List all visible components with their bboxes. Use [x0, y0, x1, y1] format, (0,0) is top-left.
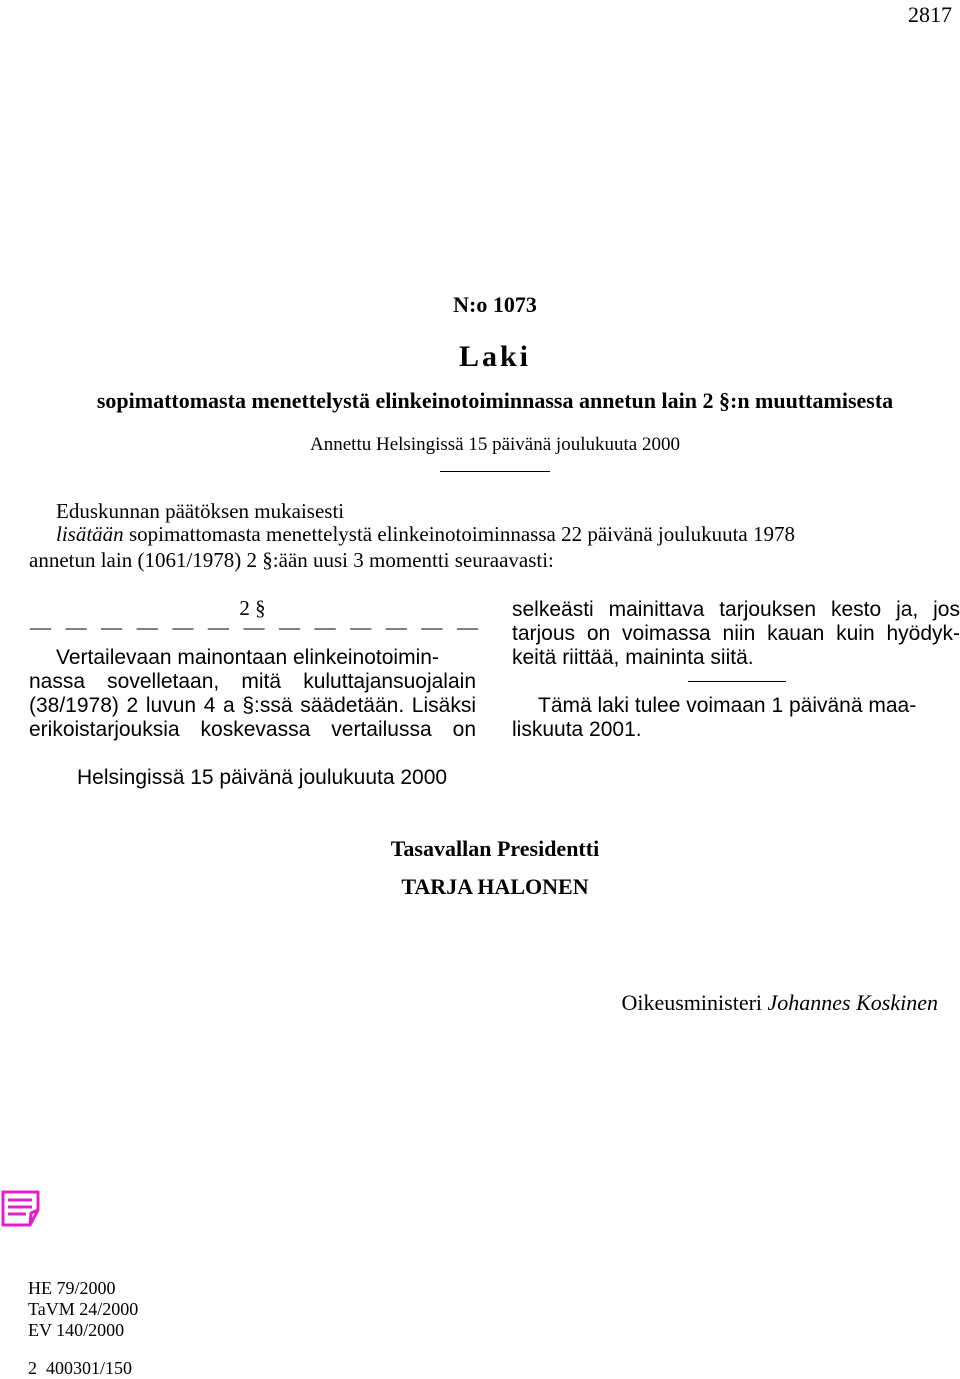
preamble-line-2-text: sopimattomasta menettelystä elinkeinotoiminnassa 22 päivänä joulukuuta 1978 — [123, 522, 795, 546]
minister-signature — [621, 990, 938, 1016]
left-column-line: erikoistarjouksia koskevassa vertailussa on — [29, 718, 476, 741]
dash: — — [30, 615, 51, 639]
left-column-line: Vertailevaan mainontaan elinkeinotoimin- — [56, 646, 439, 669]
signature-place: Helsingissä 15 päivänä joulukuuta 2000 — [77, 766, 448, 789]
dash: — — [136, 615, 158, 639]
president-name: TARJA HALONEN — [401, 874, 589, 899]
reference-he: HE 79/2000 — [28, 1278, 116, 1298]
entry-into-force-line: Tämä laki tulee voimaan 1 päivänä maa- — [538, 694, 917, 717]
document-stamp-icon — [0, 1188, 44, 1235]
dash: — — [456, 615, 478, 639]
reference-ev: EV 140/2000 — [28, 1320, 125, 1340]
divider-rule — [440, 471, 550, 472]
president-title: Tasavallan Presidentti — [390, 836, 600, 861]
dash: — — [279, 615, 301, 639]
preamble-line-3: annetun lain (1061/1978) 2 §:ään uusi 3 momentti seuraavasti: — [29, 548, 554, 572]
law-number: N:o 1073 — [453, 292, 537, 317]
dash: — — [385, 615, 407, 639]
omission-dashes — [30, 615, 478, 640]
page-number: 2817 — [908, 2, 952, 27]
law-title: sopimattomasta menettelystä elinkeinotoiminnassa annetun lain 2 §:n muuttamisesta — [96, 388, 894, 413]
entry-into-force-line: liskuuta 2001. — [512, 718, 642, 741]
given-line: Annettu Helsingissä 15 päivänä joulukuuta 2000 — [310, 434, 680, 455]
section-number: 2 § — [239, 596, 266, 620]
preamble-italic-word: lisätään — [56, 522, 124, 546]
dash: — — [65, 615, 87, 639]
file-code: 2 400301/150 — [28, 1358, 133, 1378]
dash: — — [243, 615, 265, 639]
reference-tavm: TaVM 24/2000 — [28, 1299, 139, 1319]
dash: — — [101, 615, 123, 639]
right-column-line: keitä riittää, maininta siitä. — [512, 646, 754, 669]
minister-title: Oikeusministeri — [621, 990, 763, 1015]
left-column-line: (38/1978) 2 luvun 4 a §:ssä säädetään. Lisäksi — [29, 694, 476, 717]
left-column-line: nassa sovelletaan, mitä kuluttajansuojalain — [29, 670, 476, 693]
divider-rule — [688, 681, 786, 682]
preamble-line-2 — [56, 522, 795, 547]
law-heading: Laki — [458, 340, 532, 373]
preamble-line-1: Eduskunnan päätöksen mukaisesti — [56, 499, 345, 523]
right-column-line: tarjous on voimassa niin kauan kuin hyödyk- — [512, 622, 960, 645]
dash: — — [314, 615, 336, 639]
dash: — — [350, 615, 372, 639]
right-column-line: selkeästi mainittava tarjouksen kesto ja, jos — [512, 598, 960, 621]
dash: — — [421, 615, 443, 639]
dash: — — [207, 615, 229, 639]
minister-name: Johannes Koskinen — [767, 990, 938, 1015]
dash: — — [172, 615, 194, 639]
